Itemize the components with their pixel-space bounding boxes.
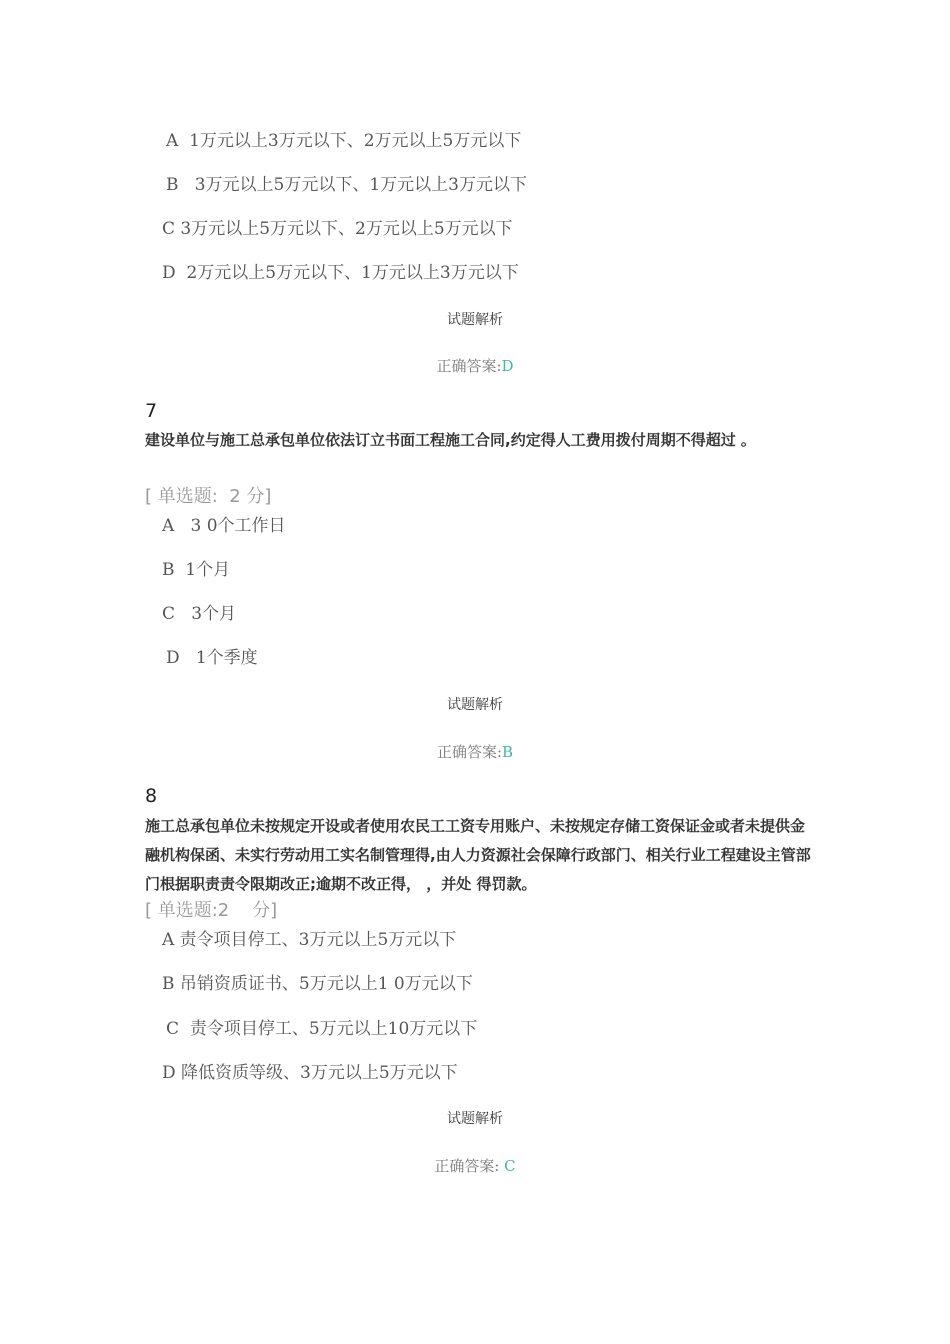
- q6-answer-label: 正确答案:: [436, 357, 502, 375]
- q7-text: 建设单位与施工总承包单位依法订立书面工程施工合同,约定得人工费用拨付周期不得超过 。: [145, 431, 756, 449]
- q6-analysis-link[interactable]: 试题解析: [447, 312, 503, 328]
- q7-option-b[interactable]: B 1个月: [162, 560, 231, 580]
- q7-analysis-link[interactable]: 试题解析: [447, 697, 503, 713]
- q8-analysis-link[interactable]: 试题解析: [447, 1111, 503, 1127]
- q6-option-a[interactable]: A 1万元以上3万元以下、2万元以上5万元以下: [166, 131, 522, 151]
- q6-correct-answer: [0, 359, 950, 374]
- q7-correct-answer: [0, 745, 950, 760]
- q7-option-c[interactable]: C 3个月: [162, 604, 237, 624]
- q7-answer-label: 正确答案:: [436, 743, 503, 761]
- q6-answer-value: D: [501, 357, 514, 375]
- q8-correct-answer: [0, 1159, 950, 1174]
- q7-answer-value: B: [502, 743, 514, 761]
- q6-option-b[interactable]: B 3万元以上5万元以下、1万元以上3万元以下: [166, 175, 527, 195]
- q8-text: 施工总承包单位未按规定开设或者使用农民工工资专用账户、未按规定存储工资保证金或者未提供金融机构保函、未实行劳动用工实名制管理得,由人力资源社会保障行政部门、相关行业工程建设主管部门根据职责责令限期改正;逾期不改正得， ，并处 得罚款。: [145, 817, 811, 893]
- q8-number: 8: [145, 785, 158, 807]
- q8-answer-value: C: [504, 1157, 516, 1175]
- q7-number: 7: [145, 400, 158, 422]
- q8-option-c[interactable]: C 责令项目停工、5万元以上10万元以下: [166, 1019, 478, 1039]
- q7-option-d[interactable]: D 1个季度: [166, 648, 258, 668]
- q7-option-a[interactable]: A 3 0个工作日: [162, 516, 286, 536]
- q8-answer-label: 正确答案:: [434, 1157, 505, 1175]
- q6-option-d[interactable]: D 2万元以上5万元以下、1万元以上3万元以下: [162, 263, 519, 283]
- q8-option-b[interactable]: B 吊销资质证书、5万元以上1 0万元以下: [162, 974, 473, 994]
- q7-type: [ 单选题: 2 分]: [145, 486, 272, 507]
- q6-option-c[interactable]: C 3万元以上5万元以下、2万元以上5万元以下: [162, 219, 513, 239]
- q8-option-a[interactable]: A 责令项目停工、3万元以上5万元以下: [162, 930, 457, 950]
- q8-type: [ 单选题:2 分]: [145, 900, 278, 921]
- q8-option-d[interactable]: D 降低资质等级、3万元以上5万元以下: [162, 1063, 458, 1083]
